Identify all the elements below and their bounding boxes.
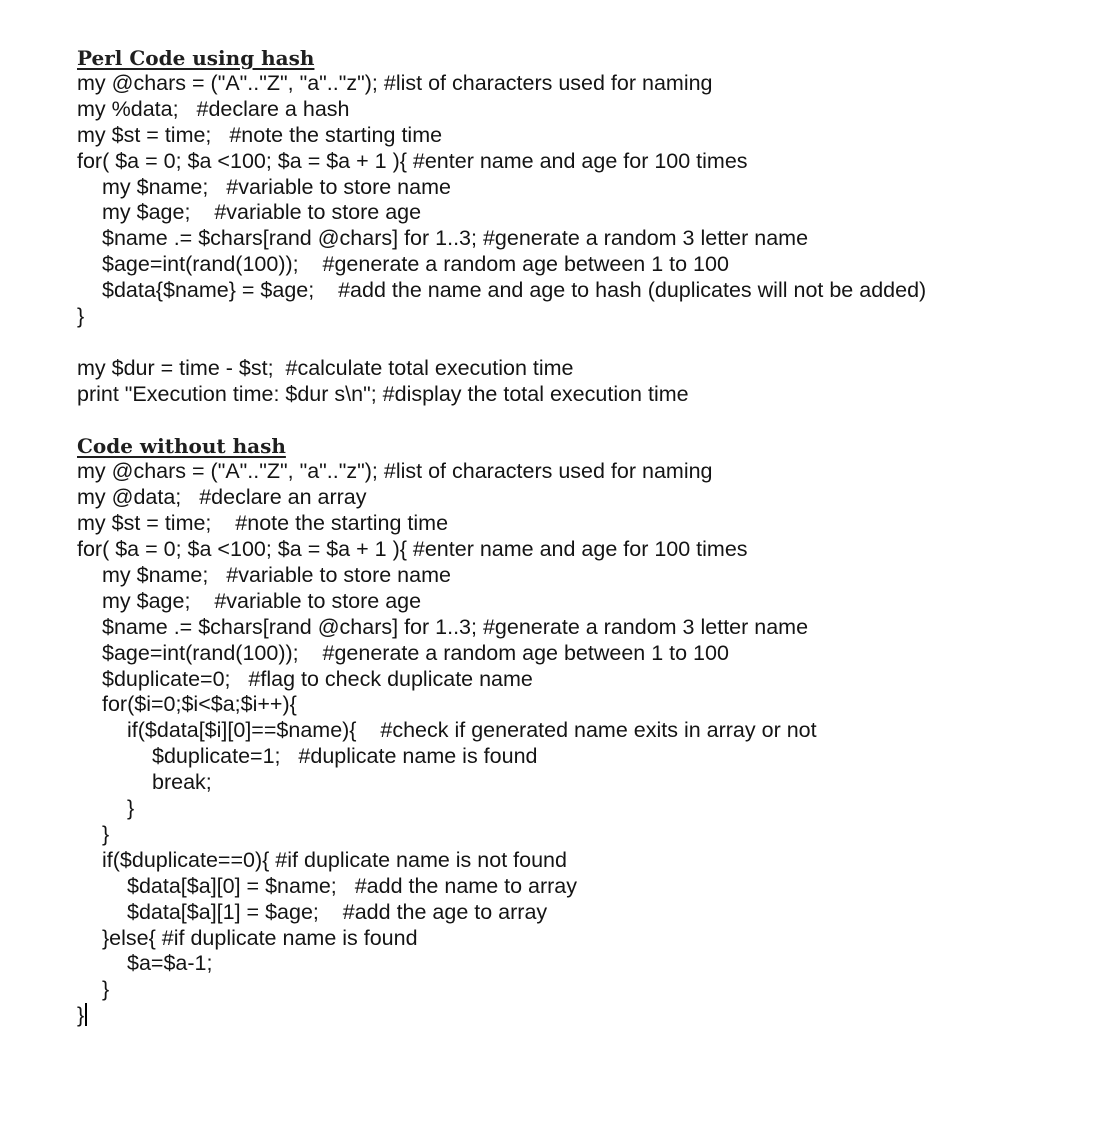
code-line: print "Execution time: $dur s\n"; #display the total execution time	[77, 381, 689, 406]
code-line-last-text: }	[77, 1003, 85, 1028]
code-line: for($i=0;$i<$a;$i++){	[102, 692, 297, 717]
code-line: my @chars = ("A".."Z", "a".."z"); #list of characters used for naming	[77, 71, 713, 95]
code-line: $a=$a-1;	[127, 951, 213, 976]
code-line: if($duplicate==0){ #if duplicate name is not found	[102, 847, 567, 872]
text-cursor	[85, 1003, 87, 1026]
code-line: $duplicate=1; #duplicate name is found	[152, 744, 538, 769]
code-line: my $age; #variable to store age	[102, 588, 422, 613]
code-line: my @chars = ("A".."Z", "a".."z"); #list of characters used for naming	[77, 459, 713, 484]
code-line: $name .= $chars[rand @chars] for 1..3; #generate a random 3 letter name	[102, 614, 809, 639]
code-line: }	[102, 821, 110, 846]
section-heading-array: Code without hash	[77, 434, 286, 459]
code-line: my $name; #variable to store name	[102, 563, 451, 588]
code-line: }	[77, 304, 85, 329]
code-line: if($data[$i][0]==$name){ #check if generated name exits in array or not	[127, 718, 817, 743]
code-line: my @data; #declare an array	[77, 485, 367, 510]
code-line: $data{$name} = $age; #add the name and age to hash (duplicates will not be added)	[102, 278, 927, 303]
code-line: for( $a = 0; $a <100; $a = $a + 1 ){ #enter name and age for 100 times	[77, 537, 748, 562]
code-line: break;	[152, 770, 212, 795]
code-line: $age=int(rand(100)); #generate a random age between 1 to 100	[102, 640, 729, 665]
code-line: $age=int(rand(100)); #generate a random age between 1 to 100	[102, 252, 729, 277]
code-line: $name .= $chars[rand @chars] for 1..3; #generate a random 3 letter name	[102, 226, 809, 251]
blank-line	[77, 408, 1077, 434]
code-line: }	[102, 977, 110, 1002]
code-line: my $st = time; #note the starting time	[77, 122, 443, 147]
code-line: for( $a = 0; $a <100; $a = $a + 1 ){ #enter name and age for 100 times	[77, 148, 748, 173]
code-line: my $age; #variable to store age	[102, 200, 422, 225]
code-line: $data[$a][0] = $name; #add the name to array	[127, 873, 578, 898]
blank-line	[77, 330, 1077, 356]
code-line: my $name; #variable to store name	[102, 174, 451, 199]
code-line: my %data; #declare a hash	[77, 96, 350, 121]
document-body[interactable]	[77, 45, 1077, 1029]
code-line: }	[127, 796, 135, 821]
section-heading-hash: Perl Code using hash	[77, 46, 315, 70]
code-line: my $dur = time - $st; #calculate total execution time	[77, 355, 574, 380]
code-line-last	[77, 1003, 1077, 1029]
code-line: $data[$a][1] = $age; #add the age to array	[127, 899, 548, 924]
code-line: my $st = time; #note the starting time	[77, 511, 449, 536]
code-line: }else{ #if duplicate name is found	[102, 925, 418, 950]
code-line: $duplicate=0; #flag to check duplicate name	[102, 666, 533, 691]
